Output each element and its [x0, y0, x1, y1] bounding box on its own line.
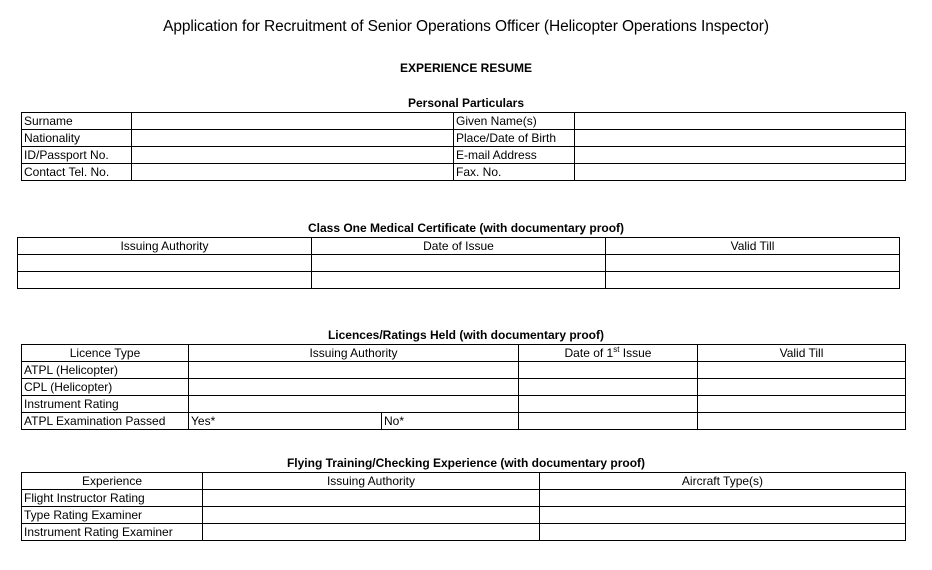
table-row — [18, 272, 900, 289]
medical-certificate-heading: Class One Medical Certificate (with documentary proof) — [307, 221, 625, 235]
email-field[interactable] — [575, 147, 906, 164]
birth-field[interactable] — [575, 130, 906, 147]
valid-till-header: Valid Till — [606, 238, 900, 255]
date-of-issue-header: Date of Issue — [312, 238, 606, 255]
table-header-row — [22, 345, 906, 362]
table-row — [22, 396, 906, 413]
training-authority-field[interactable] — [203, 524, 540, 541]
aircraft-type-field[interactable] — [540, 507, 906, 524]
nationality-label: Nationality — [22, 130, 132, 147]
birth-label: Place/Date of Birth — [454, 130, 575, 147]
licence-valid-field[interactable] — [698, 413, 906, 430]
fax-field[interactable] — [575, 164, 906, 181]
table-row — [22, 507, 906, 524]
training-heading: Flying Training/Checking Experience (with documentary proof) — [286, 456, 646, 470]
medical-date-field[interactable] — [312, 272, 606, 289]
table-row — [22, 164, 906, 181]
atpl-exam-yes-option[interactable]: Yes* — [189, 413, 382, 430]
fax-label: Fax. No. — [454, 164, 575, 181]
table-header-row — [18, 238, 900, 255]
medical-date-field[interactable] — [312, 255, 606, 272]
table-row — [22, 113, 906, 130]
licence-date-field[interactable] — [519, 396, 698, 413]
licence-authority-field[interactable] — [189, 396, 519, 413]
table-row — [22, 130, 906, 147]
medical-valid-field[interactable] — [606, 272, 900, 289]
licence-authority-header: Issuing Authority — [189, 345, 519, 362]
licence-type-label: CPL (Helicopter) — [22, 379, 189, 396]
licence-type-label: Instrument Rating — [22, 396, 189, 413]
licence-valid-field[interactable] — [698, 379, 906, 396]
medical-authority-field[interactable] — [18, 272, 312, 289]
experience-label: Flight Instructor Rating — [22, 490, 203, 507]
licence-valid-header: Valid Till — [698, 345, 906, 362]
table-row — [22, 524, 906, 541]
given-names-field[interactable] — [575, 113, 906, 130]
experience-label: Type Rating Examiner — [22, 507, 203, 524]
table-row — [18, 255, 900, 272]
licences-table — [21, 344, 906, 430]
personal-particulars-heading: Personal Particulars — [407, 96, 525, 110]
aircraft-types-header: Aircraft Type(s) — [540, 473, 906, 490]
surname-field[interactable] — [132, 113, 454, 130]
licence-type-label: ATPL (Helicopter) — [22, 362, 189, 379]
table-row — [22, 379, 906, 396]
surname-label: Surname — [22, 113, 132, 130]
id-passport-label: ID/Passport No. — [22, 147, 132, 164]
training-table — [21, 472, 906, 541]
table-row — [22, 147, 906, 164]
table-header-row — [22, 473, 906, 490]
licence-valid-field[interactable] — [698, 362, 906, 379]
experience-header: Experience — [22, 473, 203, 490]
licence-authority-field[interactable] — [189, 362, 519, 379]
licence-authority-field[interactable] — [189, 379, 519, 396]
atpl-exam-label: ATPL Examination Passed — [22, 413, 189, 430]
nationality-field[interactable] — [132, 130, 454, 147]
document-subtitle: EXPERIENCE RESUME — [399, 61, 533, 75]
medical-valid-field[interactable] — [606, 255, 900, 272]
licence-valid-field[interactable] — [698, 396, 906, 413]
licences-heading: Licences/Ratings Held (with documentary proof) — [327, 328, 605, 342]
date-first-issue-header: Date of 1st Issue — [519, 345, 698, 362]
experience-label: Instrument Rating Examiner — [22, 524, 203, 541]
licence-type-header: Licence Type — [22, 345, 189, 362]
aircraft-type-field[interactable] — [540, 490, 906, 507]
aircraft-type-field[interactable] — [540, 524, 906, 541]
issuing-authority-header: Issuing Authority — [18, 238, 312, 255]
training-authority-field[interactable] — [203, 507, 540, 524]
medical-certificate-table — [17, 237, 900, 289]
contact-tel-label: Contact Tel. No. — [22, 164, 132, 181]
table-row — [22, 413, 906, 430]
id-passport-field[interactable] — [132, 147, 454, 164]
training-authority-header: Issuing Authority — [203, 473, 540, 490]
contact-tel-field[interactable] — [132, 164, 454, 181]
given-names-label: Given Name(s) — [454, 113, 575, 130]
personal-particulars-table — [21, 112, 906, 181]
licence-date-field[interactable] — [519, 379, 698, 396]
medical-authority-field[interactable] — [18, 255, 312, 272]
table-row — [22, 362, 906, 379]
atpl-exam-no-option[interactable]: No* — [382, 413, 519, 430]
table-row — [22, 490, 906, 507]
licence-date-field[interactable] — [519, 413, 698, 430]
document-title: Application for Recruitment of Senior Operations Officer (Helicopter Operations Inspector) — [163, 18, 769, 35]
training-authority-field[interactable] — [203, 490, 540, 507]
licence-date-field[interactable] — [519, 362, 698, 379]
email-label: E-mail Address — [454, 147, 575, 164]
